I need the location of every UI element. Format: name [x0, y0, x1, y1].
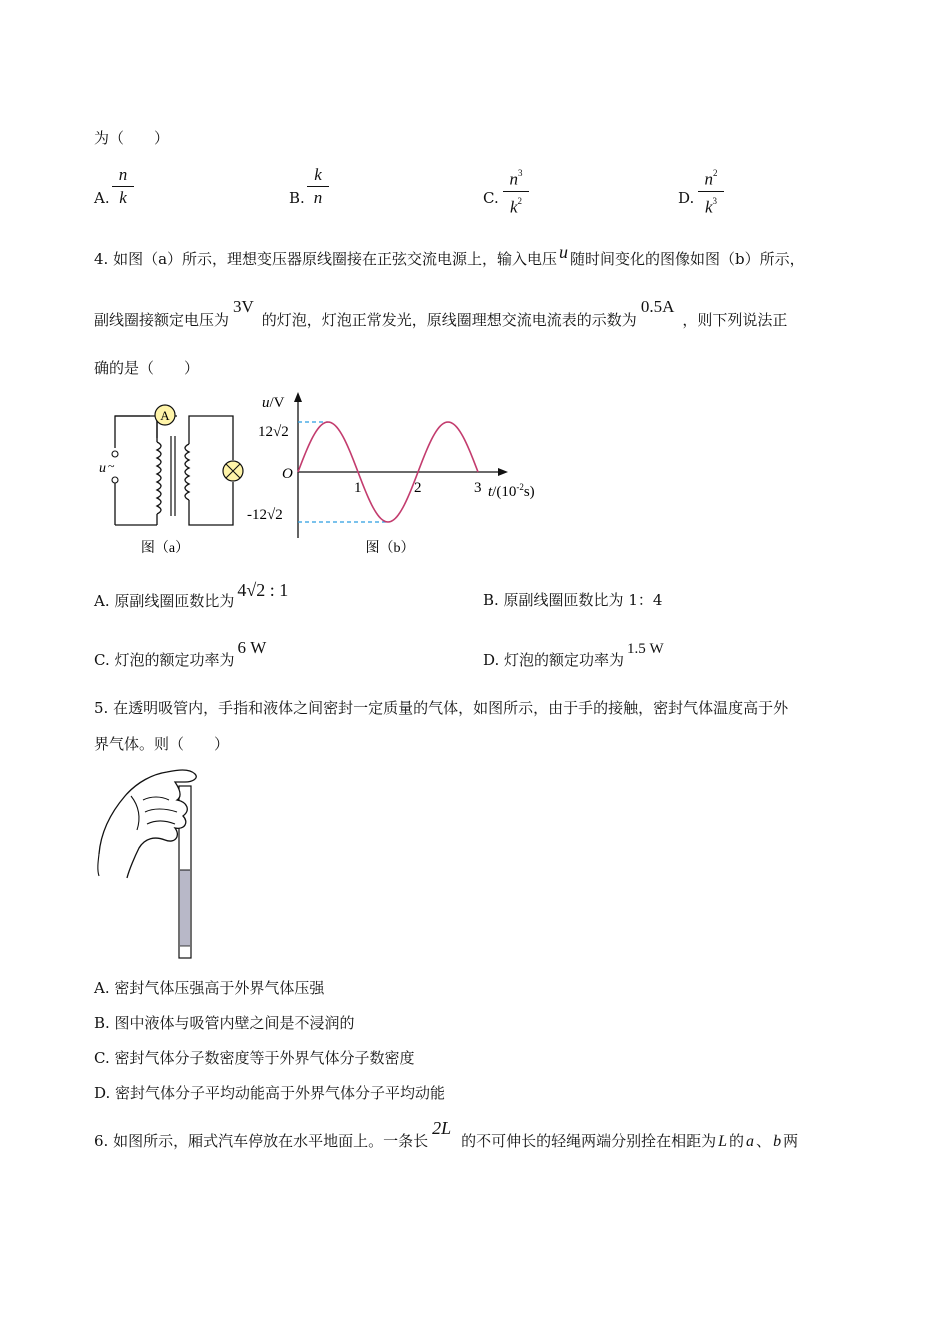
q3-option-c-den-exp: 2: [517, 195, 523, 206]
q5-option-d: D. 密封气体分子平均动能高于外界气体分子平均动能: [94, 1084, 446, 1102]
q3-option-c-num-exp: 3: [518, 168, 523, 178]
q4-line3: 确的是（ ）: [94, 359, 200, 377]
q6-text-b: 的不可伸长的轻绳两端分别拴在相距为: [461, 1132, 717, 1150]
q4-current-reading: 0.5A: [640, 297, 675, 316]
q6-var-b: b: [773, 1133, 782, 1150]
q3-option-b-fraction: [303, 165, 333, 208]
q3-option-a-label: A.: [94, 189, 110, 207]
q6-rope-length: 2L: [432, 1118, 452, 1138]
q3-option-c-fraction: [499, 165, 533, 217]
primary-coil-icon: [157, 442, 161, 514]
chart-y-top-label: 12√2: [258, 424, 289, 440]
figure-a-caption: 图（a）: [140, 541, 190, 556]
q3-option-c-label: C.: [483, 189, 499, 207]
ammeter-label: A: [160, 408, 170, 423]
q3-option-d-num-exp: 2: [713, 168, 718, 178]
figure-b-caption: 图（b）: [365, 541, 415, 556]
q3-option-b-label: B.: [289, 189, 305, 207]
q5-line1: 5. 在透明吸管内，手指和液体之间密封一定质量的气体，如图所示，由于手的接触，密封气体温度高于外: [94, 699, 789, 717]
source-label-u: u: [99, 461, 106, 476]
q4-line2-text-b: 的灯泡，灯泡正常发光，原线圈理想交流电流表的示数为: [261, 311, 637, 329]
chart-x-axis-arrow-icon: [498, 468, 508, 476]
q4-line2-text-a: 副线圈接额定电压为: [94, 311, 230, 329]
q3-option-a-fraction: [108, 165, 138, 208]
chart-x-exp: -2: [516, 482, 524, 492]
q6-line1: [94, 1118, 799, 1152]
q3-option-d-label: D.: [678, 189, 695, 207]
q5-option-c: C. 密封气体分子数密度等于外界气体分子数密度: [94, 1049, 415, 1067]
q4-line1: [94, 242, 805, 269]
q6-text-c: 的: [729, 1132, 745, 1150]
q4-option-c: [94, 638, 267, 670]
q5-option-a: A. 密封气体压强高于外界气体压强: [94, 979, 325, 997]
q4-option-a: [94, 580, 289, 611]
q5-option-b: B. 图中液体与吸管内壁之间是不浸润的: [94, 1014, 355, 1032]
q4-line2-text-c: ，则下列说法正: [682, 311, 788, 329]
chart-x-var: t: [488, 484, 493, 500]
q4-line1-text-b: 随时间变化的图像如图（b）所示，: [570, 250, 805, 268]
source-terminal-bottom-icon: [112, 477, 118, 483]
source-terminal-top-icon: [112, 451, 118, 457]
chart-y-bottom-label: -12√2: [247, 507, 283, 523]
q6-text-a: 6. 如图所示，厢式汽车停放在水平地面上。一条长: [94, 1132, 429, 1150]
chart-y-axis-label: [262, 395, 285, 411]
q6-text-d: 、: [756, 1132, 772, 1150]
q4-line2: [94, 297, 788, 330]
q6-text-e: 两: [783, 1132, 799, 1150]
q3-option-d-den-exp: 3: [712, 195, 718, 206]
straw-liquid-icon: [180, 870, 190, 946]
q4-option-b: B. 原副线圈匝数比为 1：4: [483, 591, 663, 609]
q4-rated-voltage: 3V: [233, 297, 254, 316]
chart-y-axis-arrow-icon: [294, 392, 302, 402]
q3-option-c-numerator: n: [509, 169, 518, 189]
q6-var-a: a: [746, 1133, 755, 1150]
q5-hand-straw-illustration: [95, 766, 215, 962]
q3-option-c-denominator: k: [509, 197, 518, 217]
q4-option-c-math: 6 W: [237, 638, 267, 657]
chart-x-tick-label: 1: [354, 480, 362, 496]
q4-option-a-text: A. 原副线圈匝数比为: [94, 592, 235, 610]
q5-line2: 界气体。则（ ）: [94, 735, 230, 753]
secondary-coil-icon: [185, 444, 189, 500]
q4-option-d-math: 1.5 W: [627, 641, 664, 657]
q3-option-a-denominator: k: [119, 188, 127, 207]
q4-option-a-math: 4√2 : 1: [237, 580, 289, 600]
q3-option-a-numerator: n: [118, 165, 128, 184]
chart-x-unit2: s): [523, 484, 535, 500]
chart-y-unit: /V: [269, 395, 285, 411]
q3-tail: 为（ ）: [94, 129, 170, 147]
q3-option-d-numerator: n: [704, 169, 713, 189]
q3-option-b-numerator: k: [314, 165, 322, 184]
q3-option-d-fraction: [694, 165, 728, 217]
chart-y-var: u: [262, 395, 270, 411]
q4-figure-b-chart: [240, 390, 550, 562]
q4-line1-text-a: 4. 如图（a）所示，理想变压器原线圈接在正弦交流电源上，输入电压: [94, 250, 558, 268]
q3-option-b-denominator: n: [313, 188, 323, 207]
chart-x-ticks: [354, 480, 482, 496]
q3-option-d-denominator: k: [704, 197, 713, 217]
chart-x-tick-label: 2: [414, 480, 422, 496]
q4-var-u: u: [559, 242, 569, 262]
ac-source-tilde: ~: [108, 459, 115, 473]
q6-var-L: L: [718, 1133, 728, 1150]
q4-figure-a-circuit: [95, 398, 255, 560]
q4-option-c-text: C. 灯泡的额定功率为: [94, 651, 235, 669]
chart-x-axis-label: [488, 482, 535, 500]
q4-option-d-text: D. 灯泡的额定功率为: [483, 651, 625, 669]
q4-option-d: [483, 641, 664, 671]
chart-x-tick-label: 3: [474, 480, 482, 496]
chart-origin-label: O: [282, 466, 293, 482]
chart-x-unit: /(10: [492, 484, 517, 500]
